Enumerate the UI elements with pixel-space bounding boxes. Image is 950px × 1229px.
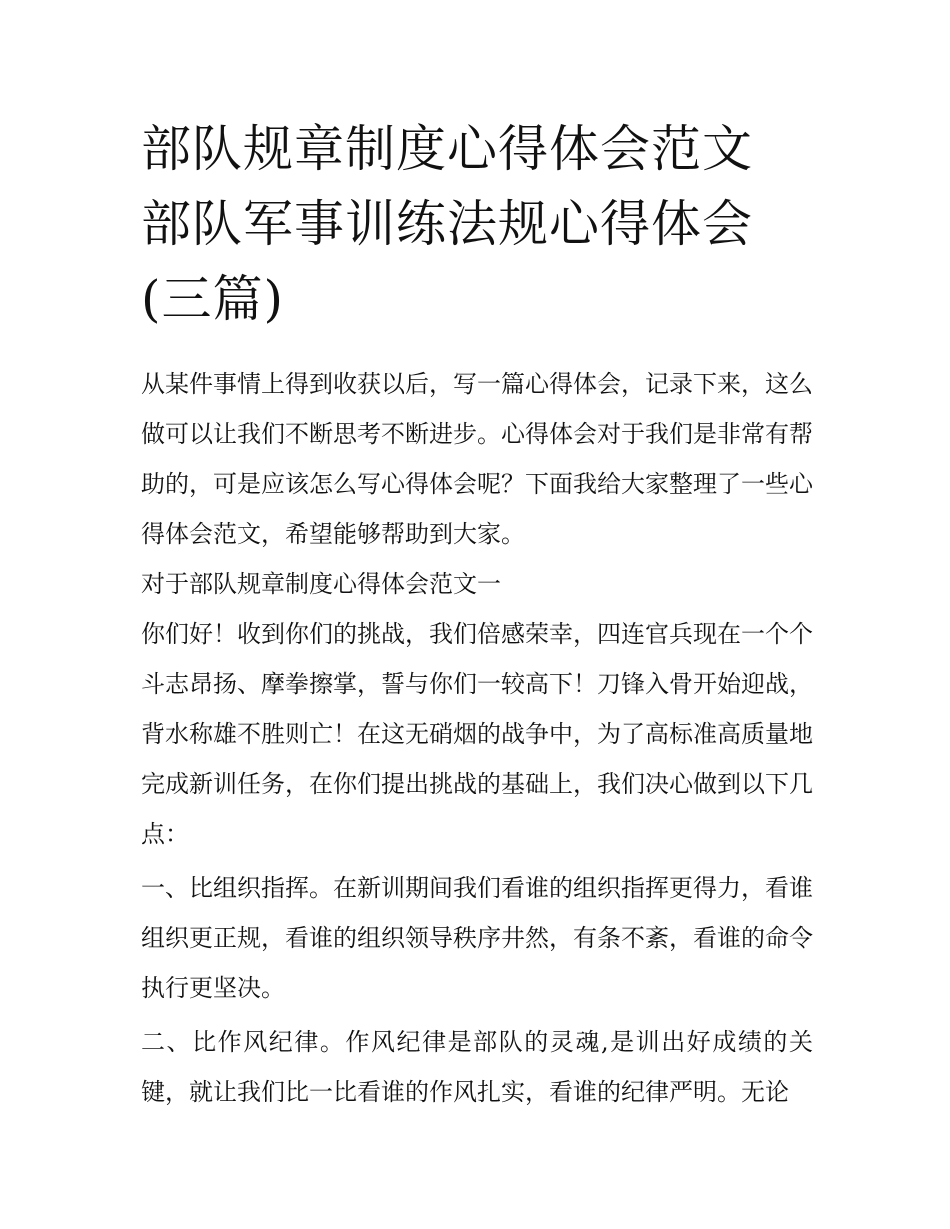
list-item-2: 二、比作风纪律。作风纪律是部队的灵魂,是训出好成绩的关键，就让我们比一比看谁的作风扎实，看谁的纪律严明。无论 — [141, 1028, 813, 1106]
body-paragraph: 你们好！收到你们的挑战，我们倍感荣幸，四连官兵现在一个个斗志昂扬、摩拳擦掌，誓与你们一较高下！刀锋入骨开始迎战，背水称雄不胜则亡！在这无硝烟的战争中，为了高标准高质量地完成新训任务，在你们提出挑战的基础上，我们决心做到以下几点： — [141, 620, 813, 848]
intro-paragraph: 从某件事情上得到收获以后，写一篇心得体会，记录下来，这么做可以让我们不断思考不断进步。心得体会对于我们是非常有帮助的，可是应该怎么写心得体会呢？下面我给大家整理了一些心得体会范文，希望能够帮助到大家。 — [141, 370, 813, 548]
document-page — [141, 112, 813, 1117]
list-item-1: 一、比组织指挥。在新训期间我们看谁的组织指挥更得力，看谁组织更正规，看谁的组织领导秩序井然，有条不紊，看谁的命令执行更坚决。 — [141, 874, 813, 1002]
section-heading: 对于部队规章制度心得体会范文一 — [141, 570, 501, 598]
document-title: 部队规章制度心得体会范文 部队军事训练法规心得体会(三篇) — [141, 120, 753, 328]
